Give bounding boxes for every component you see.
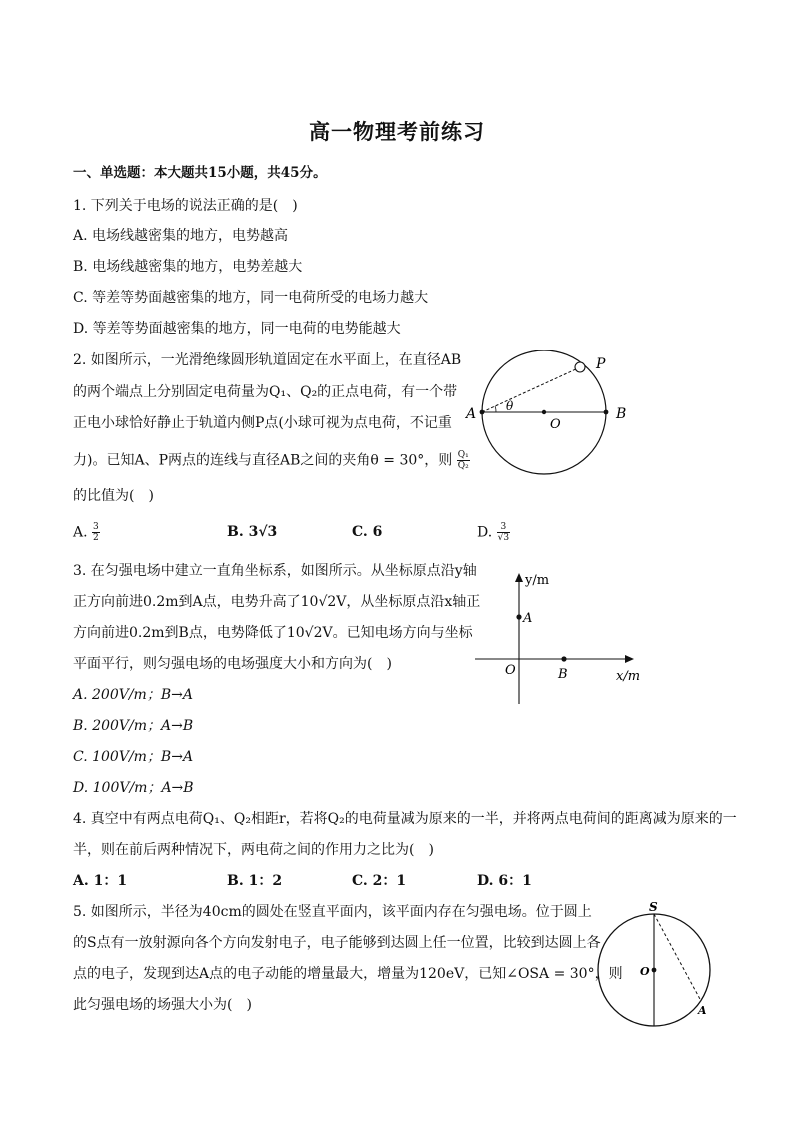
q2-circle-figure xyxy=(460,350,640,480)
q4-stem-line2: 半，则在前后两种情况下，两电荷之间的作用力之比为( ) xyxy=(73,842,434,858)
q2-option-d-num: 3 xyxy=(497,522,510,533)
q3-y-label: y/m xyxy=(525,573,550,588)
q2-option-d-fraction xyxy=(497,522,510,543)
q2-label-p: P xyxy=(596,356,606,372)
q3-option-a: A. 200V/m；B→A xyxy=(73,687,193,703)
q2-option-c: C. 6 xyxy=(352,524,383,540)
q2-option-a-num: 3 xyxy=(93,522,99,532)
q3-stem-line2: 正方向前进0.2m到A点，电势升高了10√2V，从坐标原点沿x轴正 xyxy=(73,594,481,610)
q3-point-a xyxy=(516,614,521,619)
q5-stem-line3: 点的电子，发现到达A点的电子动能的增量最大，增量为120eV，已知∠OSA = 30°，则 xyxy=(73,966,623,982)
q3-stem-line1: 3. 在匀强电场中建立一直角坐标系，如图所示。从坐标原点沿y轴 xyxy=(73,563,477,579)
q2-option-a-fraction xyxy=(92,522,100,543)
q2-label-a: A xyxy=(466,406,477,422)
q2-option-a-label: A. xyxy=(73,524,88,541)
q5-point-o xyxy=(652,968,657,973)
q2-dashed-ap xyxy=(482,368,578,412)
q2-option-a xyxy=(73,522,100,543)
q2-stem-line2: 的两个端点上分别固定电荷量为Q₁、Q₂的正点电荷，有一个带 xyxy=(73,384,458,400)
q1-option-a: A. 电场线越密集的地方，电势越高 xyxy=(73,228,289,244)
q3-option-d: D. 100V/m；A→B xyxy=(73,780,194,796)
q1-stem: 1. 下列关于电场的说法正确的是( ) xyxy=(73,198,298,214)
page-title: 高一物理考前练习 xyxy=(309,119,485,144)
q5-dashed-sa xyxy=(654,914,701,1001)
q3-option-b: B. 200V/m；A→B xyxy=(73,718,194,734)
q2-ratio-num: Q₁ xyxy=(457,450,469,460)
q3-stem-line4: 平面平行，则匀强电场的电场强度大小和方向为( ) xyxy=(73,656,392,672)
q2-stem-line4 xyxy=(73,450,470,471)
q2-stem-line4-text: 力)。已知A、P两点的连线与直径AB之间的夹角θ = 30°，则 xyxy=(73,452,453,469)
q2-option-d-label: D. xyxy=(477,524,493,541)
q2-label-theta: θ xyxy=(506,399,514,413)
q4-stem-line1: 4. 真空中有两点电荷Q₁、Q₂相距r，若将Q₂的电荷量减为原来的一半，并将两点电荷间的距离减为原来的一 xyxy=(73,811,737,827)
q2-option-b: B. 3√3 xyxy=(227,524,278,540)
q5-circle-figure xyxy=(592,900,732,1032)
q2-point-o xyxy=(542,410,546,414)
q2-stem-line3: 正电小球恰好静止于轨道内侧P点(小球可视为点电荷，不记重 xyxy=(73,415,452,431)
q3-option-c: C. 100V/m；B→A xyxy=(73,749,194,765)
q5-label-s: S xyxy=(649,900,658,914)
q3-x-arrow xyxy=(625,655,634,663)
q2-label-b: B xyxy=(616,406,627,422)
q1-option-b: B. 电场线越密集的地方，电势差越大 xyxy=(73,259,303,275)
q5-label-a: A xyxy=(698,1004,707,1017)
q4-option-b: B. 1：2 xyxy=(227,873,283,889)
q3-axes-figure xyxy=(470,570,650,706)
q5-stem-line1: 5. 如图所示，半径为40cm的圆处在竖直平面内，该平面内存在匀强电场。位于圆上 xyxy=(73,904,592,920)
section-heading: 一、单选题：本大题共15小题，共45分。 xyxy=(73,165,327,181)
q3-stem-line3: 方向前进0.2m到B点，电势降低了10√2V。已知电场方向与坐标 xyxy=(73,625,473,641)
q2-option-a-den: 2 xyxy=(93,533,99,543)
q2-point-a xyxy=(480,410,485,415)
q2-option-d xyxy=(477,522,510,543)
q5-label-o: O xyxy=(640,965,650,978)
q2-stem-line1: 2. 如图所示，一光滑绝缘圆形轨道固定在水平面上，在直径AB xyxy=(73,352,462,368)
q1-option-c: C. 等差等势面越密集的地方，同一电荷所受的电场力越大 xyxy=(73,290,429,306)
q3-y-arrow xyxy=(515,573,523,582)
q3-label-b: B xyxy=(558,667,568,682)
q4-option-d: D. 6：1 xyxy=(477,873,532,889)
q4-option-c: C. 2：1 xyxy=(352,873,407,889)
q2-ball-p xyxy=(575,362,585,372)
q3-x-label: x/m xyxy=(616,669,641,684)
q2-stem-line5: 的比值为( ) xyxy=(73,488,154,504)
q5-stem-line2: 的S点有一放射源向各个方向发射电子，电子能够到达圆上任一位置，比较到达圆上各 xyxy=(73,935,601,951)
q4-option-a: A. 1：1 xyxy=(73,873,128,889)
q2-angle-arc xyxy=(495,406,496,412)
q3-label-o: O xyxy=(505,663,516,678)
q3-point-b xyxy=(561,656,566,661)
q3-label-a: A xyxy=(523,611,533,626)
q2-ratio-den: Q₂ xyxy=(457,461,469,471)
q1-option-d: D. 等差等势面越密集的地方，同一电荷的电势能越大 xyxy=(73,321,401,337)
q5-stem-line4: 此匀强电场的场强大小为( ) xyxy=(73,997,252,1013)
q2-label-o: O xyxy=(550,417,561,432)
q2-option-d-den: √3 xyxy=(497,533,510,543)
q2-point-b xyxy=(604,410,609,415)
